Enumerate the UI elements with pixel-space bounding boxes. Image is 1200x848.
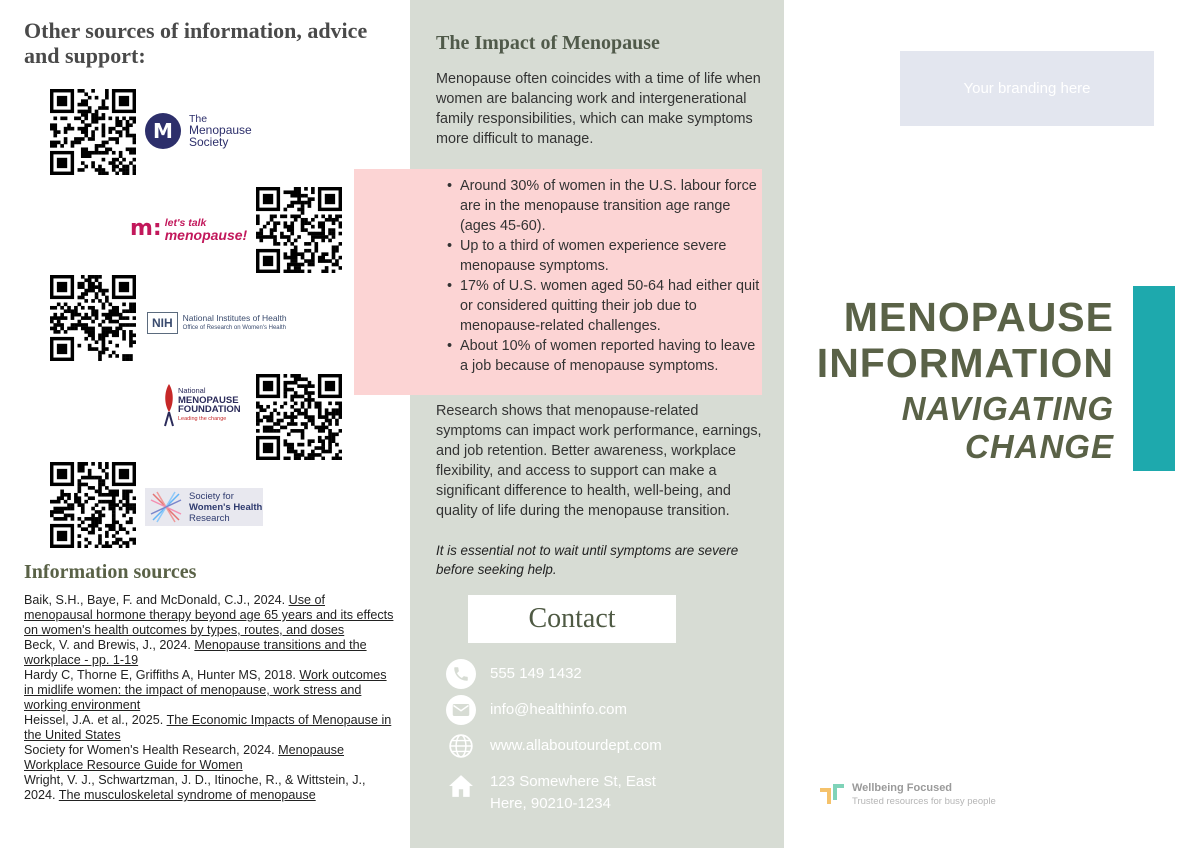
qr-code-nih[interactable]: [50, 275, 136, 361]
nmf-line1: National: [178, 386, 206, 395]
swhr-line1: Society for: [189, 490, 234, 502]
email-address: info@healthinfo.com: [490, 701, 627, 718]
wellbeing-text: [852, 782, 996, 808]
branding-placeholder: [900, 51, 1154, 126]
reference-link[interactable]: Menopause Workplace Resource Guide for Women: [24, 743, 344, 772]
nmf-name: [178, 386, 241, 424]
menopause-society-name: [189, 114, 252, 149]
nih-sub: Office of Research on Women's Health: [182, 325, 286, 331]
reference-citation: Beck, V. and Brewis, J., 2024.: [24, 638, 195, 652]
ms-line1: The: [189, 112, 208, 125]
nih-name-line: National Institutes of Health: [182, 313, 287, 323]
qr-code-lets-talk-menopause[interactable]: [256, 187, 342, 273]
impact-intro: Menopause often coincides with a time of life when women are balancing work and intergenerational family responsibilities, which can make symptoms more difficult to manage.: [436, 71, 761, 147]
emphasis-text: It is essential not to wait until symptoms are severe before seeking help.: [436, 543, 739, 577]
contact-website[interactable]: [446, 731, 720, 761]
cover-title-line1: MENOPAUSE: [843, 294, 1114, 340]
wellbeing-mark-icon: [818, 782, 846, 808]
reference-item: [24, 668, 394, 713]
menopause-society-mark: M: [145, 113, 181, 149]
wellbeing-tagline: Trusted resources for busy people: [852, 796, 996, 807]
reference-citation: Heissel, J.A. et al., 2025.: [24, 713, 167, 727]
inside-panel: [410, 0, 784, 848]
qr-code-pattern: [50, 89, 136, 175]
nmf-tag: Leading the change: [178, 415, 227, 422]
reference-item: [24, 743, 394, 773]
reference-citation: Hardy C, Thorne E, Griffiths A, Hunter MS, 2018.: [24, 668, 300, 682]
street-address: 123 Somewhere St, East Here, 90210-1234: [490, 773, 656, 812]
ms-line2: Menopause: [189, 122, 252, 137]
reference-citation: Society for Women's Health Research, 2024.: [24, 743, 279, 757]
lets-talk-mark: m:: [130, 216, 162, 241]
reference-link[interactable]: Menopause transitions and the workplace - pp. 1-19: [24, 638, 367, 667]
contact-email[interactable]: [446, 695, 720, 725]
nih-name: [183, 313, 287, 333]
contact-address: [446, 771, 680, 815]
lets-talk-line2: menopause!: [164, 226, 248, 243]
website-url: www.allaboutourdept.com: [490, 737, 662, 754]
reference-list: [24, 593, 394, 803]
branding-text: Your branding here: [963, 80, 1091, 97]
back-panel: [0, 0, 410, 848]
contact-phone[interactable]: [446, 659, 720, 689]
statistic-item: • Up to a third of women experience severe menopause symptoms.: [460, 236, 760, 276]
reference-item: [24, 593, 394, 638]
lets-talk-line1: let's talk: [164, 216, 207, 229]
cover-subtitle-line2: CHANGE: [964, 428, 1114, 465]
qr-code-swhr[interactable]: [50, 462, 136, 548]
lets-talk-name: [165, 217, 247, 241]
nmf-line3: FOUNDATION: [178, 404, 241, 415]
qr-code-pattern: [50, 275, 136, 361]
cover-title: [804, 294, 1114, 386]
globe-icon: [446, 731, 476, 761]
home-icon: [446, 771, 476, 801]
statistic-item: • Around 30% of women in the U.S. labour force are in the menopause transition age range (ages 45-60).: [460, 176, 760, 236]
qr-code-pattern: [256, 187, 342, 273]
cover-title-line2: INFORMATION: [816, 340, 1114, 386]
nmf-line2: MENOPAUSE: [178, 394, 239, 406]
other-sources-title: Other sources of information, advice and support:: [24, 18, 368, 68]
cover-subtitle-line1: NAVIGATING: [901, 390, 1114, 427]
logo-nih: [147, 312, 287, 334]
logo-national-menopause-foundation: [162, 382, 241, 428]
qr-code-pattern: [256, 374, 342, 460]
logo-swhr: [145, 488, 263, 526]
research-paragraph: Research shows that menopause-related symptoms can impact work performance, earnings, and job retention. Better awareness, workplace flexibility, and access to support can make a significant difference to health, well-being, and quality of life during the menopause transition.: [436, 403, 762, 519]
information-sources-title: Information sources: [24, 561, 197, 583]
logo-lets-talk-menopause: [130, 216, 247, 241]
phone-number: 555 149 1432: [490, 665, 582, 682]
nih-abbr: NIH: [147, 312, 178, 334]
qr-code-menopause-foundation[interactable]: [256, 374, 342, 460]
wellbeing-focused-logo: [818, 782, 996, 808]
phone-icon: [446, 659, 476, 689]
wellbeing-name: Wellbeing Focused: [852, 782, 953, 794]
reference-item: [24, 773, 394, 803]
statistic-item: • 17% of U.S. women aged 50-64 had either quit or considered quitting their job due to menopause-related challenges.: [460, 276, 760, 336]
email-icon: [446, 695, 476, 725]
reference-link[interactable]: Use of menopausal hormone therapy beyond age 65 years and its effects on women's health outcomes by types, routes, and doses: [24, 593, 394, 637]
contact-heading-box: [468, 595, 676, 643]
statistics-list: [460, 176, 760, 376]
reference-link[interactable]: The musculoskeletal syndrome of menopause: [58, 788, 316, 802]
logo-menopause-society: [145, 113, 252, 149]
impact-title: The Impact of Menopause: [436, 32, 660, 54]
swhr-line2: Women's Health: [189, 501, 263, 513]
swhr-line3: Research: [189, 512, 230, 524]
swhr-name: [189, 491, 262, 524]
reference-item: [24, 638, 394, 668]
reference-link[interactable]: The Economic Impacts of Menopause in the United States: [24, 713, 392, 742]
contact-title: Contact: [528, 603, 616, 634]
qr-code-menopause-society[interactable]: [50, 89, 136, 175]
swhr-cross-icon: [149, 490, 183, 524]
reference-citation: Baik, S.H., Baye, F. and McDonald, C.J., 2024.: [24, 593, 289, 607]
reference-citation: Wright, V. J., Schwartzman, J. D., Itinoche, R., & Wittstein, J., 2024.: [24, 773, 366, 802]
cover-panel: [784, 0, 1200, 848]
reference-item: [24, 713, 394, 743]
ms-line3: Society: [189, 134, 229, 149]
nmf-ribbon-icon: [162, 382, 176, 428]
statistic-item: • About 10% of women reported having to leave a job because of menopause symptoms.: [460, 336, 760, 376]
cover-subtitle: [804, 390, 1114, 466]
qr-code-pattern: [50, 462, 136, 548]
reference-link[interactable]: Work outcomes in midlife women: the impact of menopause, work stress and working environment: [24, 668, 387, 712]
accent-bar: [1133, 286, 1175, 471]
